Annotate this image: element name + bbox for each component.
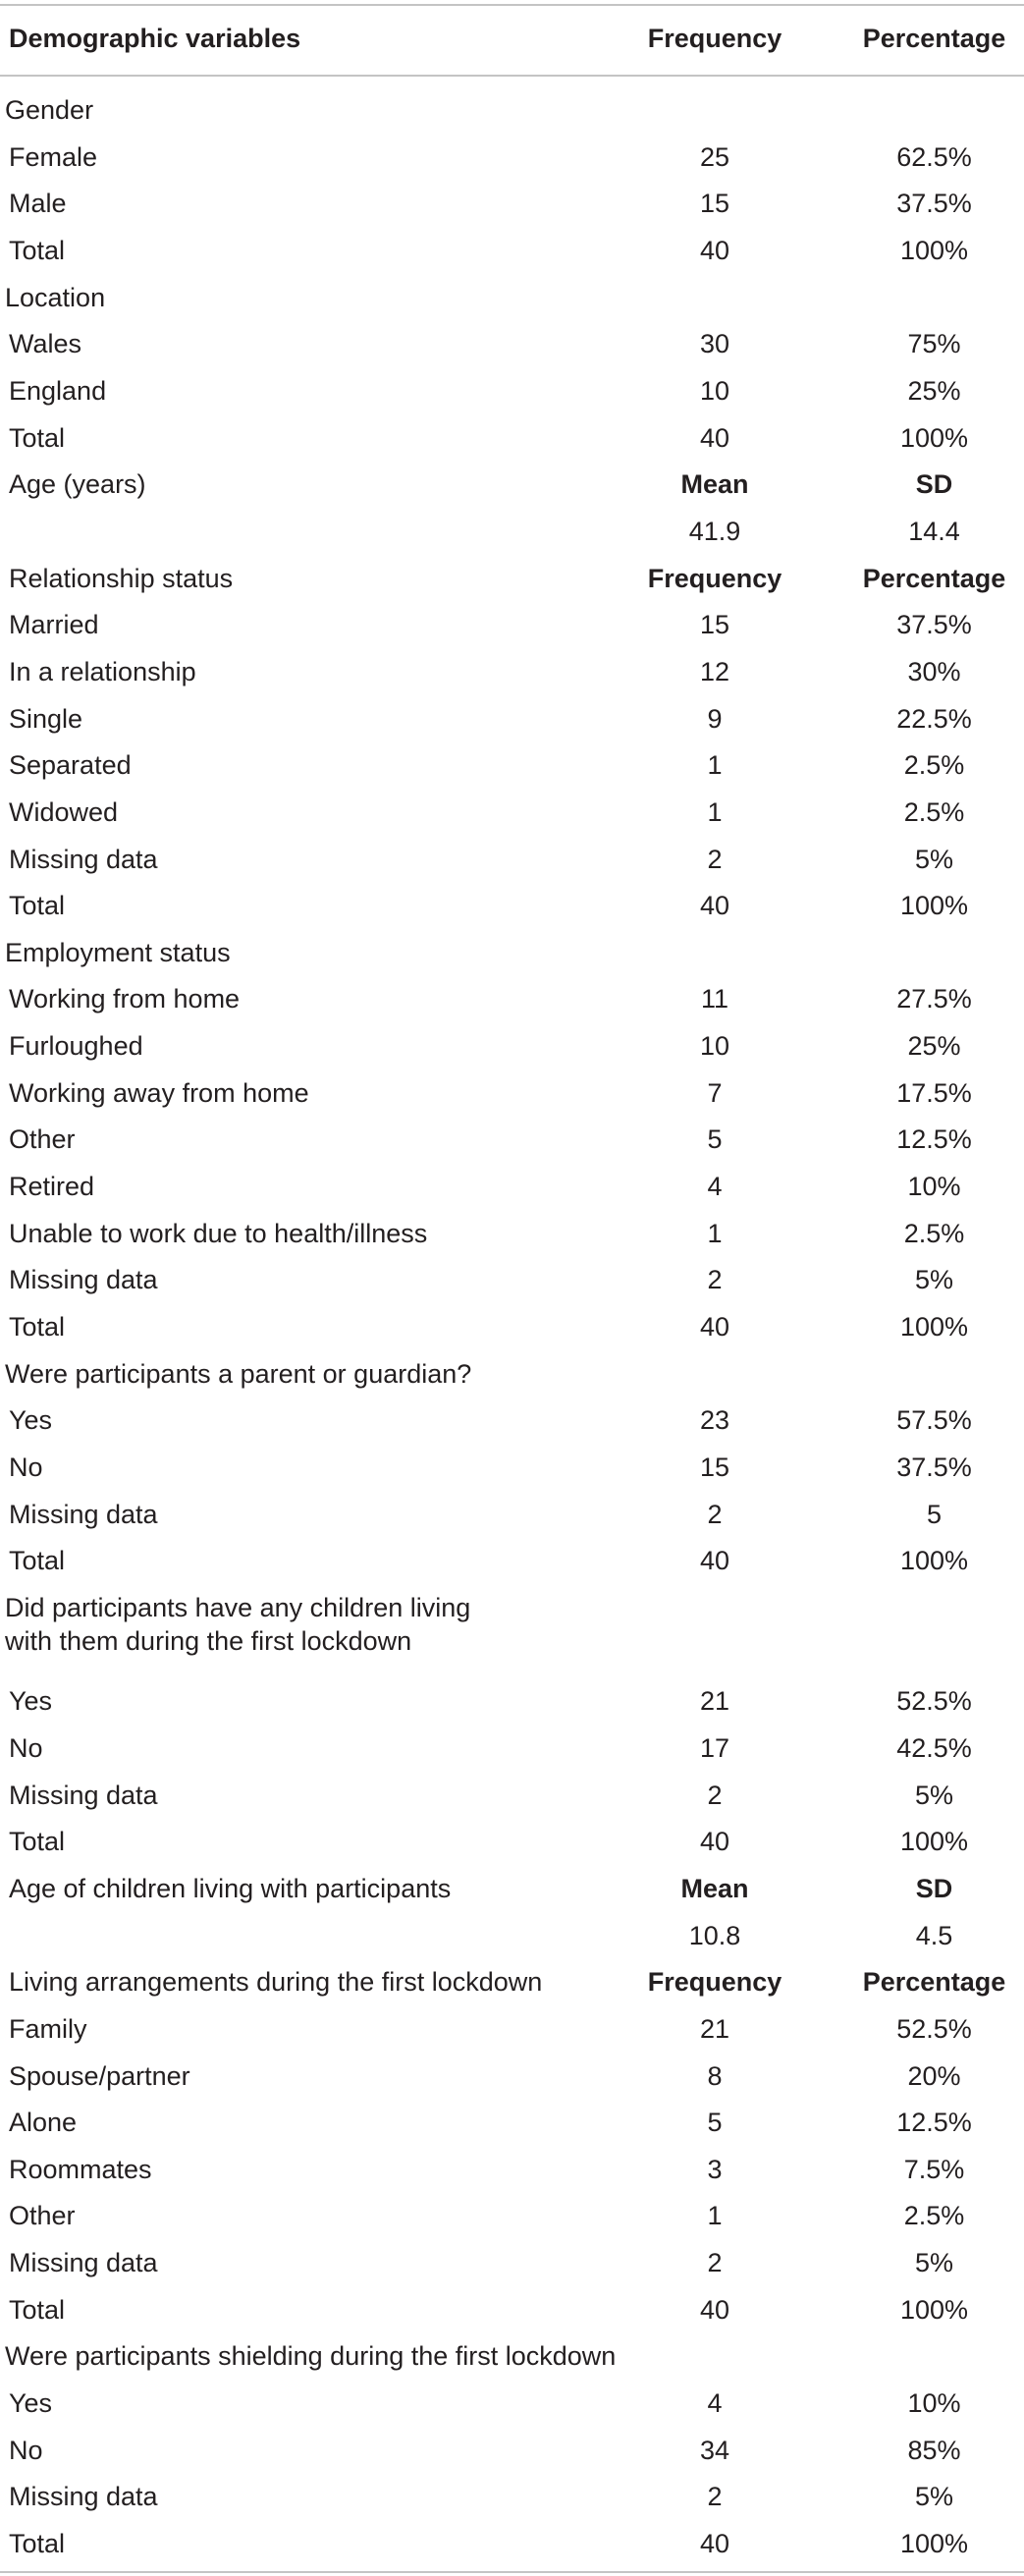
percentage-cell: 2.5% — [903, 796, 965, 827]
row-label: Missing data — [9, 1499, 158, 1529]
row-label: Total — [9, 1827, 66, 1857]
percentage-cell: 5% — [914, 844, 954, 874]
row-label-line2: with them during the first lockdown — [5, 1625, 412, 1656]
frequency-cell: 15 — [699, 1452, 730, 1482]
percentage-cell: 25% — [907, 375, 961, 406]
subheader-col3: Percentage — [862, 1967, 1006, 1998]
percentage-cell: 75% — [907, 329, 961, 359]
table-top-rule — [0, 4, 1024, 6]
row-label: Wales — [9, 329, 82, 359]
frequency-cell: 40 — [699, 2294, 730, 2325]
percentage-cell: 100% — [899, 891, 969, 921]
frequency-cell: 2 — [707, 1265, 723, 1295]
percentage-cell: 100% — [899, 422, 969, 453]
frequency-cell: 30 — [699, 329, 730, 359]
percentage-cell: 100% — [899, 236, 969, 265]
row-label: Missing data — [9, 2482, 158, 2512]
percentage-cell: 14.4 — [908, 516, 960, 546]
frequency-cell: 9 — [707, 703, 723, 734]
percentage-cell: 37.5% — [896, 1452, 972, 1482]
frequency-cell: 11 — [700, 984, 729, 1014]
row-label: Age of children living with participants — [9, 1873, 452, 1903]
subheader-col2: Frequency — [647, 1967, 782, 1998]
percentage-cell: 100% — [899, 1546, 969, 1576]
percentage-cell: 2.5% — [903, 750, 965, 781]
frequency-cell: 40 — [699, 236, 730, 265]
row-label: Missing data — [9, 1780, 158, 1810]
row-label: Total — [9, 236, 66, 265]
subheader-col3: SD — [915, 469, 953, 500]
row-label: No — [9, 2435, 43, 2465]
row-label: Alone — [9, 2108, 78, 2138]
row-label: Living arrangements during the first lockdown — [9, 1967, 543, 1998]
percentage-cell: 52.5% — [896, 2013, 972, 2044]
frequency-cell: 40 — [699, 891, 730, 921]
percentage-cell: 100% — [899, 1312, 969, 1342]
row-label: Other — [9, 1124, 76, 1155]
row-label: Furloughed — [9, 1031, 143, 1062]
row-label: Roommates — [9, 2154, 152, 2184]
percentage-cell: 5% — [914, 1780, 954, 1810]
frequency-cell: 25 — [699, 141, 730, 172]
frequency-cell: 8 — [707, 2060, 723, 2091]
percentage-cell: 12.5% — [896, 2108, 972, 2138]
percentage-cell: 52.5% — [896, 1686, 972, 1717]
percentage-cell: 100% — [899, 1827, 969, 1857]
percentage-cell: 62.5% — [896, 141, 972, 172]
row-label: Were participants shielding during the first lockdown — [5, 2341, 617, 2372]
percentage-cell: 37.5% — [896, 189, 972, 219]
row-label: Yes — [9, 1686, 53, 1717]
row-label-line1: Did participants have any children living — [5, 1592, 471, 1622]
frequency-cell: 40 — [699, 422, 730, 453]
row-label: Were participants a parent or guardian? — [5, 1358, 472, 1389]
row-label: In a relationship — [9, 656, 196, 686]
percentage-cell: 100% — [899, 2529, 969, 2558]
row-label: Female — [9, 141, 98, 172]
frequency-cell: 12 — [699, 656, 730, 686]
row-label: Male — [9, 189, 67, 219]
percentage-cell: 85% — [907, 2435, 961, 2465]
row-label: Age (years) — [9, 469, 146, 500]
percentage-cell: 4.5 — [915, 1920, 953, 1950]
percentage-cell: 42.5% — [896, 1732, 972, 1763]
subheader-col2: Mean — [680, 469, 749, 500]
frequency-cell: 41.9 — [688, 516, 741, 546]
row-label: Total — [9, 891, 66, 921]
row-label: Total — [9, 1312, 66, 1342]
percentage-cell: 2.5% — [903, 2201, 965, 2231]
frequency-cell: 10 — [699, 375, 730, 406]
frequency-cell: 40 — [699, 1312, 730, 1342]
frequency-cell: 40 — [699, 1827, 730, 1857]
percentage-cell: 20% — [907, 2060, 961, 2091]
row-label: Married — [9, 610, 99, 640]
row-label: Other — [9, 2201, 76, 2231]
frequency-cell: 10 — [699, 1031, 730, 1062]
frequency-cell: 21 — [699, 2013, 730, 2044]
percentage-cell: 100% — [899, 2294, 969, 2325]
frequency-cell: 2 — [707, 2248, 723, 2278]
subheader-col2: Mean — [680, 1873, 749, 1903]
row-label: Relationship status — [9, 563, 234, 593]
frequency-cell: 34 — [699, 2435, 730, 2465]
row-label — [5, 1591, 633, 1658]
subheader-col3: SD — [915, 1873, 953, 1903]
percentage-cell: 10% — [907, 2388, 961, 2418]
percentage-cell: 5% — [914, 2248, 954, 2278]
frequency-cell: 1 — [707, 796, 723, 827]
frequency-cell: 1 — [707, 1218, 723, 1248]
frequency-cell: 1 — [707, 2201, 723, 2231]
row-label: Gender — [5, 95, 94, 125]
frequency-cell: 21 — [699, 1686, 730, 1717]
row-label: Missing data — [9, 1265, 158, 1295]
header-demographic-variables: Demographic variables — [9, 24, 301, 53]
percentage-cell: 12.5% — [896, 1124, 972, 1155]
frequency-cell: 15 — [699, 189, 730, 219]
frequency-cell: 5 — [707, 2108, 723, 2138]
frequency-cell: 40 — [699, 1546, 730, 1576]
frequency-cell: 4 — [707, 2388, 723, 2418]
row-label: England — [9, 375, 107, 406]
row-label: No — [9, 1732, 43, 1763]
row-label: Separated — [9, 750, 132, 781]
percentage-cell: 57.5% — [896, 1405, 972, 1436]
percentage-cell: 37.5% — [896, 610, 972, 640]
frequency-cell: 4 — [707, 1172, 723, 1201]
percentage-cell: 5 — [926, 1499, 943, 1529]
percentage-cell: 7.5% — [903, 2154, 965, 2184]
frequency-cell: 2 — [707, 2482, 723, 2512]
subheader-col3: Percentage — [862, 563, 1006, 593]
frequency-cell: 2 — [707, 1780, 723, 1810]
row-label: Working away from home — [9, 1077, 309, 1108]
subheader-col2: Frequency — [647, 563, 782, 593]
row-label: Spouse/partner — [9, 2060, 190, 2091]
header-frequency: Frequency — [647, 24, 782, 53]
frequency-cell: 10.8 — [688, 1920, 741, 1950]
row-label: Location — [5, 282, 106, 312]
row-label: Employment status — [5, 937, 231, 967]
table-bottom-rule — [0, 2571, 1024, 2573]
row-label: Total — [9, 1546, 66, 1576]
percentage-cell: 5% — [914, 2482, 954, 2512]
percentage-cell: 27.5% — [896, 984, 972, 1014]
frequency-cell: 1 — [707, 750, 723, 781]
frequency-cell: 15 — [699, 610, 730, 640]
row-label: Missing data — [9, 844, 158, 874]
frequency-cell: 23 — [699, 1405, 730, 1436]
percentage-cell: 2.5% — [903, 1218, 965, 1248]
percentage-cell: 17.5% — [896, 1077, 972, 1108]
frequency-cell: 40 — [699, 2529, 730, 2558]
row-label: Retired — [9, 1172, 95, 1201]
row-label: Total — [9, 2294, 66, 2325]
row-label: Yes — [9, 1405, 53, 1436]
header-percentage: Percentage — [862, 24, 1006, 53]
frequency-cell: 5 — [707, 1124, 723, 1155]
row-label: No — [9, 1452, 43, 1482]
frequency-cell: 2 — [707, 844, 723, 874]
frequency-cell: 17 — [699, 1732, 730, 1763]
row-label: Widowed — [9, 796, 119, 827]
row-label: Family — [9, 2013, 87, 2044]
row-label: Working from home — [9, 984, 241, 1014]
percentage-cell: 25% — [907, 1031, 961, 1062]
frequency-cell: 3 — [707, 2154, 723, 2184]
frequency-cell: 2 — [707, 1499, 723, 1529]
row-label: Total — [9, 2529, 66, 2558]
row-label: Single — [9, 703, 83, 734]
row-label: Missing data — [9, 2248, 158, 2278]
frequency-cell: 7 — [707, 1077, 723, 1108]
percentage-cell: 5% — [914, 1265, 954, 1295]
row-label: Unable to work due to health/illness — [9, 1218, 428, 1248]
table-header-rule — [0, 75, 1024, 77]
row-label: Yes — [9, 2388, 53, 2418]
percentage-cell: 22.5% — [896, 703, 972, 734]
row-label: Total — [9, 422, 66, 453]
percentage-cell: 30% — [907, 656, 961, 686]
percentage-cell: 10% — [907, 1172, 961, 1201]
